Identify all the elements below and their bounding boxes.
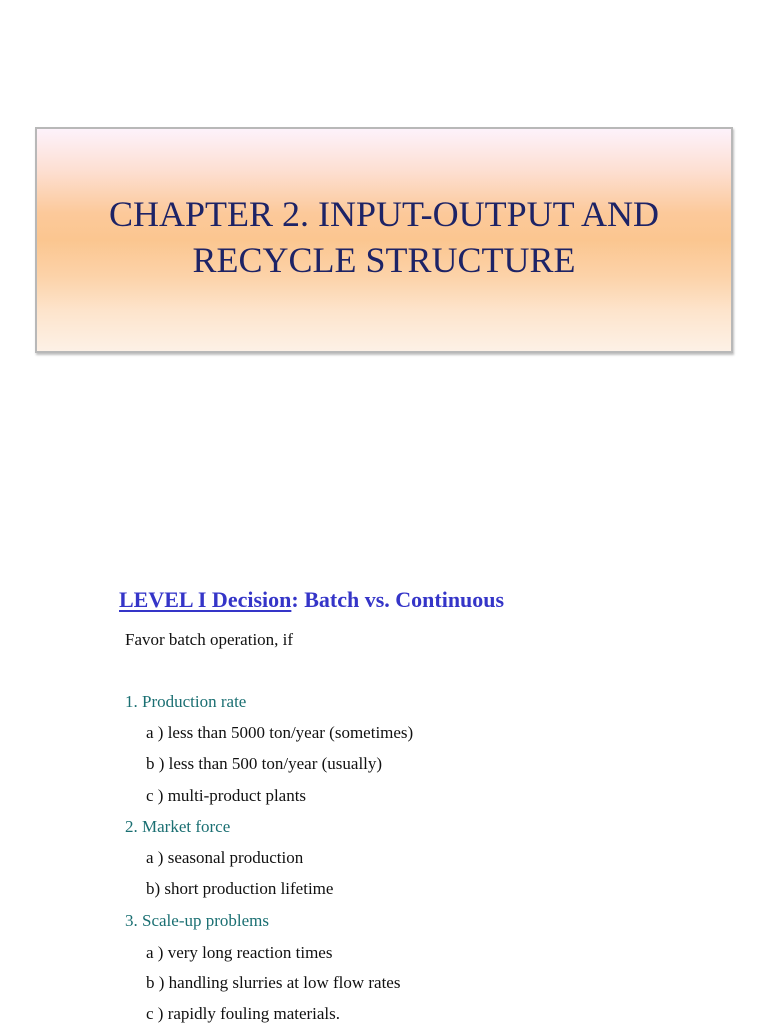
- list-subitem: a ) very long reaction times: [146, 943, 333, 962]
- list-subitem: b ) less than 500 ton/year (usually): [146, 754, 383, 773]
- chapter-title-line-1: CHAPTER 2. INPUT-OUTPUT AND: [108, 194, 660, 234]
- list-item-scale-up-problems: 3. Scale-up problems: [125, 911, 269, 930]
- list-subitem: a ) less than 5000 ton/year (sometimes): [146, 723, 414, 742]
- list-subitem: a ) seasonal production: [146, 848, 304, 867]
- list-subitem: b) short production lifetime: [146, 879, 334, 898]
- list-item-market-force: 2. Market force: [125, 817, 231, 836]
- list-subitem: b ) handling slurries at low flow rates: [146, 973, 401, 992]
- chapter-title-line-2: RECYCLE STRUCTURE: [192, 240, 576, 280]
- list-subitem: c ) rapidly fouling materials.: [146, 1004, 341, 1023]
- list-subitem: c ) multi-product plants: [146, 786, 307, 805]
- chapter-title: [109, 191, 659, 283]
- section-heading-underlined: LEVEL I Decision: [119, 587, 292, 612]
- section-heading: [119, 585, 504, 615]
- chapter-title-box: [35, 127, 733, 353]
- section-heading-rest: : Batch vs. Continuous: [291, 587, 505, 612]
- list-item-production-rate: 1. Production rate: [125, 692, 247, 711]
- intro-text: Favor batch operation, if: [125, 630, 294, 649]
